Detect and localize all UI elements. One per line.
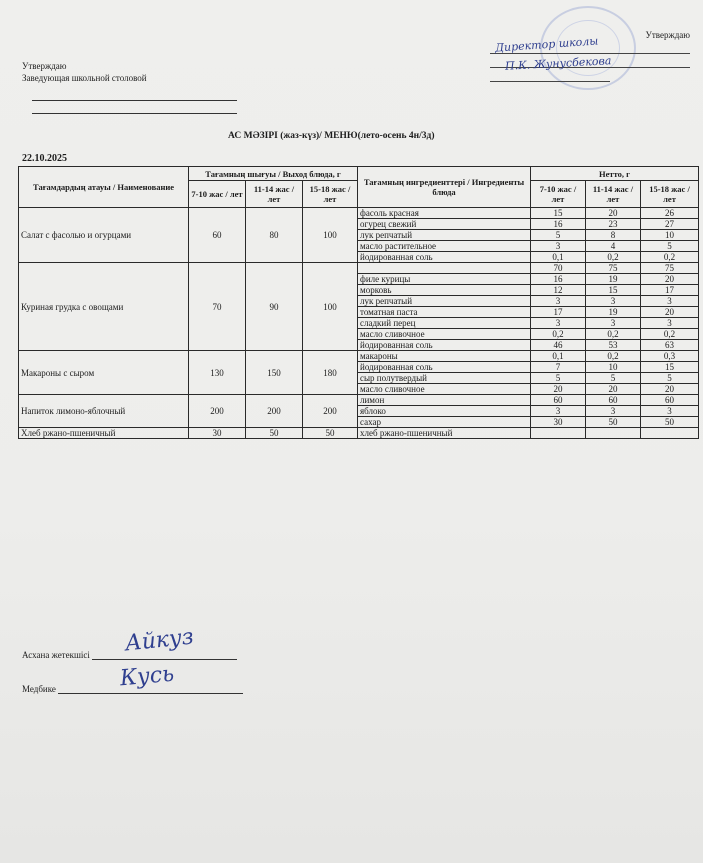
ingredient-name: сахар: [358, 417, 531, 428]
signature-line: [32, 103, 237, 114]
netto-value: 27: [641, 219, 699, 230]
netto-value: 17: [641, 285, 699, 296]
dish-name: Хлеб ржано-пшеничный: [19, 428, 189, 439]
dish-output: 50: [303, 428, 358, 439]
approval-right-title: Утверждаю: [645, 30, 690, 40]
netto-value: 0,1: [531, 351, 586, 362]
menu-table: [18, 166, 699, 439]
netto-value: 0,2: [586, 329, 641, 340]
table-row: [19, 263, 699, 274]
netto-value: 23: [586, 219, 641, 230]
ingredient-name: йодированная соль: [358, 340, 531, 351]
ingredient-name: масло сливочное: [358, 384, 531, 395]
netto-value: 60: [641, 395, 699, 406]
director-name-handwritten: П.К. Жунусбекова: [504, 54, 612, 73]
netto-value: 3: [586, 296, 641, 307]
header-age: 15-18 жас / лет: [303, 181, 358, 208]
dish-output: 70: [189, 263, 246, 351]
table-row: [19, 428, 699, 439]
netto-value: 0,2: [641, 329, 699, 340]
netto-value: 3: [641, 406, 699, 417]
netto-value: [586, 428, 641, 439]
netto-value: 0,2: [586, 252, 641, 263]
dish-output: 100: [303, 208, 358, 263]
netto-value: 50: [586, 417, 641, 428]
dish-output: 200: [246, 395, 303, 428]
netto-value: 20: [586, 384, 641, 395]
netto-value: 16: [531, 219, 586, 230]
ingredient-name: хлеб ржано-пшеничный: [358, 428, 531, 439]
netto-value: 3: [531, 406, 586, 417]
netto-value: 3: [531, 296, 586, 307]
netto-value: 17: [531, 307, 586, 318]
header-age: 11-14 жас / лет: [246, 181, 303, 208]
dish-output: 150: [246, 351, 303, 395]
netto-value: 15: [641, 362, 699, 373]
netto-value: 3: [641, 318, 699, 329]
ingredient-name: томатная паста: [358, 307, 531, 318]
ingredient-name: лук репчатый: [358, 296, 531, 307]
header-netto: Нетто, г: [531, 167, 699, 181]
approval-left-position: Заведующая школьной столовой: [22, 73, 147, 83]
netto-value: 20: [586, 208, 641, 219]
netto-value: [531, 428, 586, 439]
netto-value: 7: [531, 362, 586, 373]
ingredient-name: сыр полутвердый: [358, 373, 531, 384]
netto-value: 0,2: [531, 329, 586, 340]
table-row: [19, 395, 699, 406]
netto-value: 0,3: [641, 351, 699, 362]
dish-name: Куриная грудка с овощами: [19, 263, 189, 351]
signature-line: [32, 90, 237, 101]
netto-value: 26: [641, 208, 699, 219]
netto-value: 46: [531, 340, 586, 351]
netto-value: 5: [531, 373, 586, 384]
ingredient-name: масло сливочное: [358, 329, 531, 340]
header-age: 7-10 жас / лет: [531, 181, 586, 208]
netto-value: 3: [641, 296, 699, 307]
netto-value: 0,2: [641, 252, 699, 263]
netto-value: 12: [531, 285, 586, 296]
netto-value: 75: [641, 263, 699, 274]
dish-output: 200: [189, 395, 246, 428]
netto-value: 16: [531, 274, 586, 285]
dish-output: 30: [189, 428, 246, 439]
dish-output: 200: [303, 395, 358, 428]
netto-value: 19: [586, 274, 641, 285]
ingredient-name: лимон: [358, 395, 531, 406]
dish-output: 90: [246, 263, 303, 351]
ingredient-name: [358, 263, 531, 274]
dish-output: 50: [246, 428, 303, 439]
dish-output: 80: [246, 208, 303, 263]
menu-date: 22.10.2025: [22, 153, 67, 164]
netto-value: 20: [641, 274, 699, 285]
netto-value: 3: [531, 318, 586, 329]
table-row: [19, 351, 699, 362]
netto-value: 30: [531, 417, 586, 428]
netto-value: 0,1: [531, 252, 586, 263]
netto-value: 20: [641, 307, 699, 318]
netto-value: 5: [586, 373, 641, 384]
netto-value: 10: [641, 230, 699, 241]
netto-value: 60: [586, 395, 641, 406]
header-ingredients: Тағамның ингредиенттері / Ингредиенты блюда: [358, 167, 531, 208]
netto-value: 0,2: [586, 351, 641, 362]
netto-value: 20: [641, 384, 699, 395]
netto-value: 53: [586, 340, 641, 351]
ingredient-name: йодированная соль: [358, 362, 531, 373]
table-row: [19, 208, 699, 219]
cook-signature: Айкуз: [123, 624, 195, 657]
netto-value: 15: [586, 285, 641, 296]
netto-value: 63: [641, 340, 699, 351]
director-signature: Директор школы: [494, 34, 599, 55]
netto-value: 75: [586, 263, 641, 274]
netto-value: 60: [531, 395, 586, 406]
dish-name: Салат с фасолью и огурцами: [19, 208, 189, 263]
ingredient-name: лук репчатый: [358, 230, 531, 241]
netto-value: 5: [641, 241, 699, 252]
ingredient-name: масло растительное: [358, 241, 531, 252]
dish-output: 100: [303, 263, 358, 351]
netto-value: 3: [586, 318, 641, 329]
dish-name: Напиток лимоно-яблочный: [19, 395, 189, 428]
header-dish-name: Тағамдардың атауы / Наименование: [19, 167, 189, 208]
netto-value: 8: [586, 230, 641, 241]
netto-value: 3: [531, 241, 586, 252]
dish-output: 60: [189, 208, 246, 263]
medic-label: Медбике: [22, 684, 56, 694]
netto-value: 5: [531, 230, 586, 241]
header-age: 7-10 жас / лет: [189, 181, 246, 208]
dish-output: 180: [303, 351, 358, 395]
ingredient-name: филе курицы: [358, 274, 531, 285]
ingredient-name: морковь: [358, 285, 531, 296]
header-age: 11-14 жас / лет: [586, 181, 641, 208]
approval-left-title: Утверждаю: [22, 61, 67, 71]
netto-value: 10: [586, 362, 641, 373]
dish-output: 130: [189, 351, 246, 395]
approval-block-left: [22, 60, 237, 114]
ingredient-name: огурец свежий: [358, 219, 531, 230]
netto-value: 15: [531, 208, 586, 219]
menu-title: АС МӘЗІРІ (жаз-күз)/ МЕНЮ(лето-осень 4н/3д): [228, 131, 435, 141]
medic-signature: Кусь: [119, 661, 176, 692]
netto-value: 3: [586, 406, 641, 417]
ingredient-name: сладкий перец: [358, 318, 531, 329]
cook-label: Асхана жетекшісі: [22, 650, 90, 660]
netto-value: 70: [531, 263, 586, 274]
netto-value: 20: [531, 384, 586, 395]
ingredient-name: фасоль красная: [358, 208, 531, 219]
header-output: Тағамның шығуы / Выход блюда, г: [189, 167, 358, 181]
netto-value: [641, 428, 699, 439]
netto-value: 5: [641, 373, 699, 384]
dish-name: Макароны с сыром: [19, 351, 189, 395]
ingredient-name: макароны: [358, 351, 531, 362]
ingredient-name: йодированная соль: [358, 252, 531, 263]
ingredient-name: яблоко: [358, 406, 531, 417]
header-age: 15-18 жас / лет: [641, 181, 699, 208]
netto-value: 4: [586, 241, 641, 252]
netto-value: 19: [586, 307, 641, 318]
netto-value: 50: [641, 417, 699, 428]
